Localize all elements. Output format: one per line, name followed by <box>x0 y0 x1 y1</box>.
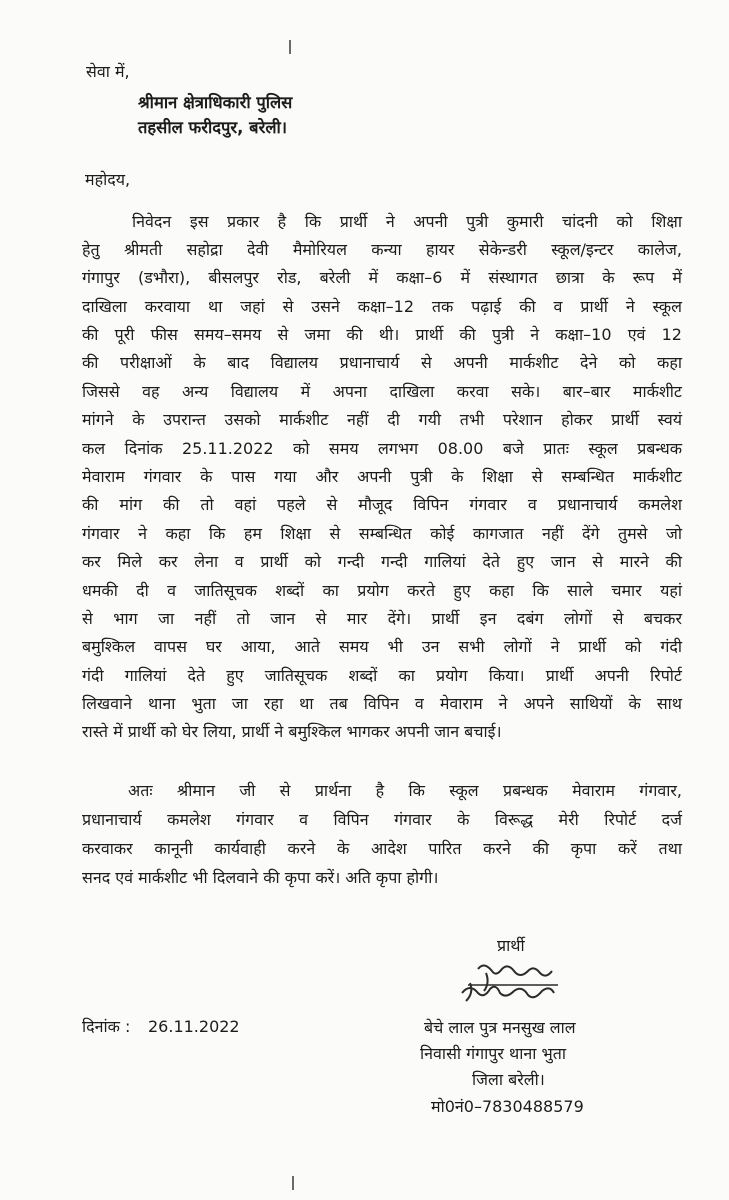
sender-name: बेचे लाल पुत्र मनसुख लाल <box>424 1018 576 1037</box>
paragraph-line: करवाकर कानूनी कार्यवाही करने के आदेश पारित करने की कृपा करें तथा <box>82 839 682 858</box>
paragraph-line: की परीक्षाओं के बाद विद्यालय प्रधानाचार्य से अपनी मार्कशीट देने को कहा <box>82 353 682 372</box>
addressee-line-1: श्रीमान क्षेत्राधिकारी पुलिस <box>138 93 293 112</box>
paragraph-line: मांगने के उपरान्त उसको मार्कशीट नहीं दी गयी तभी परेशान होकर प्रार्थी स्वयं <box>82 410 682 429</box>
addressee-line-2: तहसील फरीदपुर, बरेली। <box>138 118 288 137</box>
paragraph-line: अतः श्रीमान जी से प्रार्थना है कि स्कूल प्रबन्धक मेवाराम गंगवार, <box>128 781 682 800</box>
paragraph-line: धमकी दी व जातिसूचक शब्दों का प्रयोग करते हुए कहा कि साले चमार यहां <box>82 581 682 600</box>
sender-address: निवासी गंगापुर थाना भुता <box>420 1044 566 1063</box>
paragraph-line: कल दिनांक 25.11.2022 को समय लगभग 08.00 बजे प्रातः स्कूल प्रबन्धक <box>82 439 682 458</box>
paragraph-line: दाखिला करवाया था जहां से उसने कक्षा–12 तक पढ़ाई की व प्रार्थी ने स्कूल <box>82 297 682 316</box>
paragraph-line: मेवाराम गंगवार के पास गया और अपनी पुत्री के शिक्षा से सम्बन्धित मार्कशीट <box>82 467 682 486</box>
paragraph-line: जिससे वह अन्य विद्यालय में अपना दाखिला करवा सके। बार–बार मार्कशीट <box>82 382 682 401</box>
paragraph-line: रास्ते में प्रार्थी को घेर लिया, प्रार्थी ने बमुश्किल भागकर अपनी जान बचाई। <box>82 722 502 741</box>
paragraph-line: हेतु श्रीमती सहोद्रा देवी मैमोरियल कन्या हायर सेकेन्डरी स्कूल/इन्टर कालेज, <box>82 240 682 259</box>
sender-district: जिला बरेली। <box>472 1070 545 1089</box>
prarthi-label: प्रार्थी <box>497 936 525 955</box>
sender-mobile: मो0नं0–7830488579 <box>431 1097 584 1116</box>
scan-mark <box>289 40 291 54</box>
paragraph-line: गंगवार ने कहा कि हम शिक्षा से सम्बन्धित कोई कागजात नहीं देंगे तुमसे जो <box>82 524 682 543</box>
paragraph-line: प्रधानाचार्य कमलेश गंगवार व विपिन गंगवार के विरूद्ध मेरी रिपोर्ट दर्ज <box>82 810 682 829</box>
date-label: दिनांक : <box>82 1017 131 1036</box>
scan-mark <box>292 1176 294 1190</box>
greeting: महोदय, <box>85 170 131 189</box>
paragraph-line: की पूरी फीस समय–समय से जमा की थी। प्रार्थी की पुत्री ने कक्षा–10 एवं 12 <box>82 325 682 344</box>
paragraph-line: गंगापुर (डभौरा), बीसलपुर रोड, बरेली में कक्षा–6 में संस्थागत छात्रा के रूप में <box>82 268 682 287</box>
paragraph-line: बमुश्किल वापस घर आया, आते समय भी उन सभी लोगों ने प्रार्थी को गंदी <box>82 637 682 656</box>
paragraph-line: की मांग की तो वहां पहले से मौजूद विपिन गंगवार व प्रधानाचार्य कमलेश <box>82 495 682 514</box>
handwritten-signature-image <box>440 955 580 1025</box>
paragraph-line: सनद एवं मार्कशीट भी दिलवाने की कृपा करें। अति कृपा होगी। <box>82 868 439 887</box>
date-value: 26.11.2022 <box>148 1017 240 1036</box>
paragraph-line: से भाग जा नहीं तो जान से मार देंगे। प्रार्थी इन दबंग लोगों से बचकर <box>82 609 682 628</box>
paragraph-line: गंदी गालियां देते हुए जातिसूचक शब्दों का प्रयोग किया। प्रार्थी अपनी रिपोर्ट <box>82 666 682 685</box>
paragraph-line: लिखवाने थाना भुता जा रहा था तब विपिन व मेवाराम ने अपने साथियों के साथ <box>82 694 682 713</box>
paragraph-line: निवेदन इस प्रकार है कि प्रार्थी ने अपनी पुत्री कुमारी चांदनी को शिक्षा <box>132 212 682 231</box>
salutation: सेवा में, <box>86 62 130 81</box>
paragraph-line: कर मिले कर लेना व प्रार्थी को गन्दी गन्दी गालियां देते हुए जान से मारने की <box>82 552 682 571</box>
